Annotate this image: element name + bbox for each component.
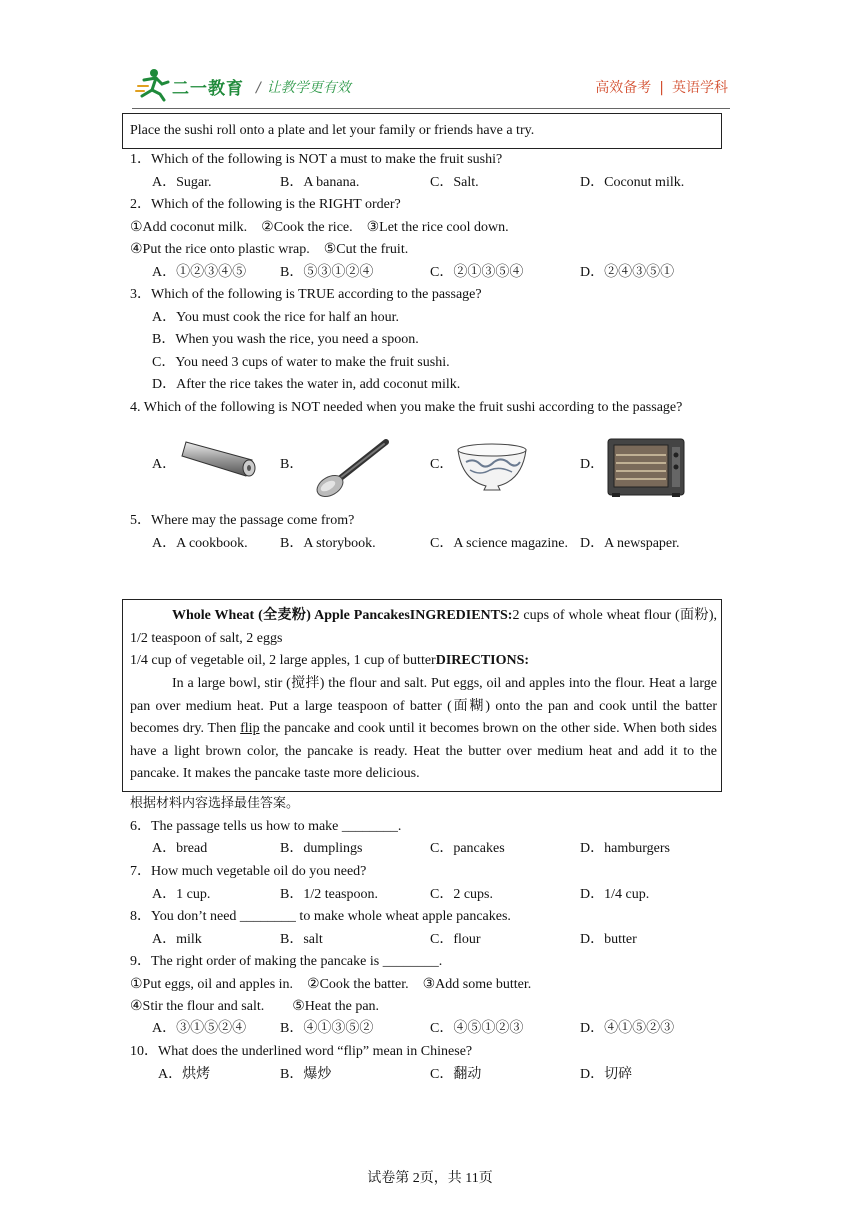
pancake-passage-box (122, 599, 722, 792)
subject-tag: 高效备考 | 英语学科 (595, 80, 728, 96)
q8-option-c: C．flour (430, 932, 481, 947)
slogan: / 让教学更有效 (256, 80, 351, 96)
question-7-stem: 7．How much vegetable oil do you need? (130, 864, 367, 879)
q7-option-d: D．1/4 cup. (580, 887, 650, 902)
q7-option-b: B．1/2 teaspoon. (280, 887, 378, 902)
oven-icon (606, 437, 686, 499)
passage-title-ingredients: Whole Wheat (全麦粉) Apple PancakesINGREDIENTS:2 cups of whole wheat flour (面粉), 1/2 teaspoon of salt, 2 eggs (130, 608, 717, 646)
plastic-wrap-roll-icon (180, 436, 262, 478)
q6-option-c: C．pancakes (430, 841, 505, 856)
q4-option-a: A． (152, 457, 177, 472)
passage-text: Place the sushi roll onto a plate and let your family or friends have a try. (130, 123, 535, 138)
page-footer: 试卷第 2页，共 11页 (367, 1171, 493, 1186)
q1-option-a: A．Sugar. (152, 175, 212, 190)
question-1-stem: 1．Which of the following is NOT a must to make the fruit sushi? (130, 152, 503, 167)
question-9-stem: 9．The right order of making the pancake is ________. (130, 954, 443, 969)
q2-option-a: A．①②③④⑤ (152, 265, 247, 280)
question-5-stem: 5．Where may the passage come from? (130, 513, 355, 528)
q5-option-a: A．A cookbook. (152, 536, 248, 551)
header-divider (132, 108, 730, 109)
page-header (132, 68, 730, 112)
q10-option-b: B．爆炒 (280, 1067, 332, 1082)
q6-option-a: A．bread (152, 841, 208, 856)
q6-option-d: D．hamburgers (580, 841, 670, 856)
q1-option-c: C．Salt. (430, 175, 479, 190)
q8-option-a: A．milk (152, 932, 202, 947)
question-10-stem: 10．What does the underlined word “flip” mean in Chinese? (130, 1044, 473, 1059)
q3-option-c: C．You need 3 cups of water to make the fruit sushi. (152, 355, 450, 370)
q9-option-d: D．④①⑤②③ (580, 1021, 675, 1036)
q7-option-a: A．1 cup. (152, 887, 211, 902)
logo-text: 二一教育 (172, 79, 244, 99)
instruction: 根据材料内容选择最佳答案。 (130, 796, 300, 811)
q9-option-c: C．④⑤①②③ (430, 1021, 524, 1036)
question-6-stem: 6．The passage tells us how to make ________. (130, 819, 402, 834)
question-8-stem: 8．You don’t need ________ to make whole wheat apple pancakes. (130, 909, 511, 924)
question-4-stem: 4. Which of the following is NOT needed when you make the fruit sushi according to the passage? (130, 400, 683, 415)
question-2-stem: 2．Which of the following is the RIGHT order? (130, 197, 401, 212)
q3-option-b: B．When you wash the rice, you need a spoon. (152, 332, 419, 347)
q8-option-b: B．salt (280, 932, 323, 947)
q9-steps-line-1: ①Put eggs, oil and apples in. ②Cook the batter. ③Add some butter. (130, 977, 532, 992)
q5-option-b: B．A storybook. (280, 536, 376, 551)
q7-option-c: C．2 cups. (430, 887, 493, 902)
q9-steps-line-2: ④Stir the flour and salt. ⑤Heat the pan. (130, 999, 380, 1014)
q10-option-a: A．烘烤 (158, 1067, 211, 1082)
question-3-stem: 3．Which of the following is TRUE according to the passage? (130, 287, 482, 302)
q3-option-a: A．You must cook the rice for half an hour. (152, 310, 400, 325)
q2-option-c: C．②①③⑤④ (430, 265, 524, 280)
q2-steps-line-2: ④Put the rice onto plastic wrap. ⑤Cut the fruit. (130, 242, 409, 257)
q5-option-d: D．A newspaper. (580, 536, 680, 551)
q10-option-c: C．翻动 (430, 1067, 482, 1082)
q8-option-d: D．butter (580, 932, 637, 947)
q9-option-a: A．③①⑤②④ (152, 1021, 247, 1036)
q4-option-d: D． (580, 457, 605, 472)
passage-box-end (122, 113, 722, 149)
q2-option-d: D．②④③⑤① (580, 265, 675, 280)
q6-option-b: B．dumplings (280, 841, 363, 856)
q1-option-b: B．A banana. (280, 175, 360, 190)
q5-option-c: C．A science magazine. (430, 536, 569, 551)
q4-option-b: B． (280, 457, 304, 472)
bowl-icon (454, 440, 530, 492)
directions-text: In a large bowl, stir (搅拌) the flour and salt. Put eggs, oil and apples into the flour. Heat a large pan over medium heat. Put a large teaspoon of batter (面糊) onto the pan and cook until the batter becomes dry. Then flip the pancake and cook until it becomes brown on the other side. When both sides have a light brown color, the pancake is ready. Heat the butter over medium heat and add it to the pancake. It makes the pancake taste more delicious. (130, 676, 717, 781)
q1-option-d: D．Coconut milk. (580, 175, 685, 190)
q9-option-b: B．④①③⑤② (280, 1021, 374, 1036)
q10-option-d: D．切碎 (580, 1067, 633, 1082)
underlined-word-flip: flip (240, 721, 260, 736)
spoon-icon (310, 436, 392, 498)
q3-option-d: D．After the rice takes the water in, add coconut milk. (152, 377, 461, 392)
q4-option-c: C． (430, 457, 454, 472)
q2-option-b: B．⑤③①②④ (280, 265, 374, 280)
ingredients-line-3: 1/4 cup of vegetable oil, 2 large apples, 1 cup of butterDIRECTIONS: (130, 653, 530, 668)
q2-steps-line-1: ①Add coconut milk. ②Cook the rice. ③Let the rice cool down. (130, 220, 509, 235)
